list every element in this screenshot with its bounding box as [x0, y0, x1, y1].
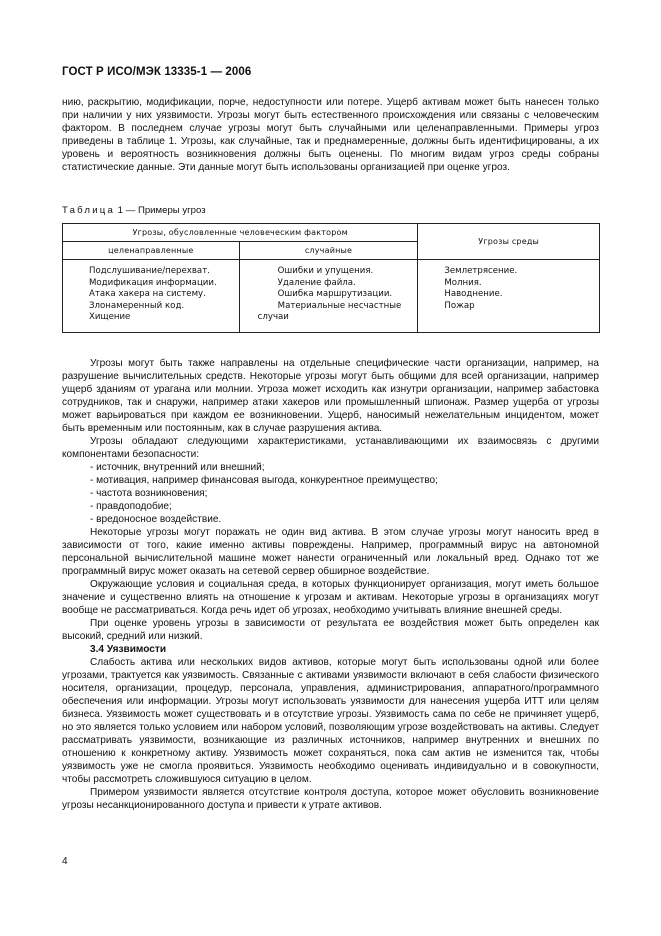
list-item: - правдоподобие; — [90, 501, 172, 512]
threats-table — [62, 223, 600, 333]
table-item: Хищение — [89, 312, 131, 323]
paragraph: При оценке уровень угрозы в зависимости от результата ее воздействия может быть определен как высокий, средний или низкий. — [62, 618, 599, 642]
header-human-factor: Угрозы, обусловленные человеческим фактором — [63, 224, 418, 242]
paragraph: нию, раскрытию, модификации, порче, недоступности или потере. Ущерб активам может быть нанесен только при наличии у них уязвимости. Угрозы могут быть естественного происхождения или связаны с человеческим фактором. В последнем случае угрозы могут быть случайными или целенаправленными. Примеры угроз приведены в таблице 1. Угрозы, как случайные, так и преднамеренные, должны быть идентифицированы, а их уровень и вероятность возникновения должны быть оценены. По многим видам угроз среды собраны статистические данные. Эти данные могут быть использованы организацией при оценке угроз. — [62, 97, 599, 173]
table-item: Землетрясение. — [444, 266, 518, 276]
accidental-threats-cell — [239, 260, 418, 333]
paragraph: Угрозы обладают следующими характеристиками, устанавливающими их взаимосвязь с другими компонентами безопасности: — [62, 436, 599, 460]
page-number: 4 — [62, 856, 68, 867]
table-caption-prefix: Таблица — [62, 205, 116, 216]
list-item: - вредоносное воздействие. — [90, 514, 222, 525]
table-caption — [62, 205, 206, 216]
list-item: - частота возникновения; — [90, 488, 208, 499]
table-caption-title: 1 — Примеры угроз — [115, 205, 206, 216]
table-item: случаи — [257, 312, 289, 323]
paragraph: Угрозы могут быть также направлены на отдельные специфические части организации, например, на разрушение вычислительных средств. Некоторые угрозы могут быть общими для всей организации, например ущерб зданиям от урагана или молнии. Угроза может исходить как изнутри организации, например забастовка сотрудников, так и снаружи, например атаки хакеров или промышленный шпионаж. Размер ущерба от угрозы может варьироваться при каждом ее возникновении. Ущерб, наносимый нежелательным инцидентом, может быть временным или постоянным, как в случае разрушения актива. — [62, 358, 599, 434]
table-item: Ошибка маршрутизации. — [277, 289, 393, 300]
list-item: - мотивация, например финансовая выгода, конкурентное преимущество; — [90, 475, 438, 486]
main-text-block — [62, 357, 599, 812]
table-item: Удаление файла. — [277, 277, 356, 288]
list-item: - источник, внутренний или внешний; — [90, 462, 265, 473]
table-item: Молния. — [444, 277, 482, 288]
targeted-threats-cell — [63, 260, 240, 333]
header-accidental: случайные — [239, 242, 418, 260]
section-heading: 3.4 Уязвимости — [90, 644, 167, 655]
paragraph: Примером уязвимости является отсутствие контроля доступа, которое может обусловить возникновение угрозы несанкционированного доступа и привести к утрате активов. — [62, 787, 599, 811]
header-targeted: целенаправленные — [63, 242, 240, 260]
intro-text-block — [62, 96, 599, 174]
paragraph: Окружающие условия и социальная среда, в которых функционирует организация, могут иметь большое значение и существенно влиять на отношение к угрозам и активам. Некоторые угрозы в организациях могут вообще не рассматриваться. Когда речь идет об угрозах, необходимо учитывать влияние внешней среды. — [62, 579, 599, 616]
table-item: Материальные несчастные — [277, 300, 402, 311]
header-environmental: Угрозы среды — [418, 224, 600, 260]
table-item: Пожар — [444, 300, 475, 311]
table-item: Ошибки и упущения. — [277, 266, 374, 276]
table-item: Модификация информации. — [89, 277, 217, 288]
table-item: Наводнение. — [444, 289, 503, 300]
document-header: ГОСТ Р ИСО/МЭК 13335-1 — 2006 — [62, 66, 252, 78]
table-item: Подслушивание/перехват. — [89, 266, 210, 276]
environmental-threats-cell — [418, 260, 600, 333]
paragraph: Некоторые угрозы могут поражать не один вид актива. В этом случае угрозы могут наносить вред в зависимости от того, какие именно активы повреждены. Например, программный вирус на автономной персональной вычислительной машине может нанести ограниченный или локальный вред. Однако тот же программный вирус может оказать на сетевой сервер обширное воздействие. — [62, 527, 599, 577]
table-item: Атака хакера на систему. — [89, 289, 206, 300]
table-item: Злонамеренный код. — [89, 300, 185, 311]
paragraph: Слабость актива или нескольких видов активов, которые могут быть использованы одной или более угрозами, трактуется как уязвимость. Связанные с активами уязвимости включают в себя слабости физического носителя, организации, процедур, персонала, управления, администрирования, аппаратного/программного обеспечения или информации. Угрозы могут использовать уязвимости для нанесения ущерба ИТТ или целям бизнеса. Уязвимость может существовать и в отсутствие угрозы. Уязвимость сама по себе не причиняет ущерб, но это является только условием или набором условий, позволяющим угрозе воздействовать на активы. Следует рассматривать уязвимости, возникающие из различных источников, например внутренних и внешних по отношению к конкретному активу. Уязвимость может сохраняться, пока сам актив не изменится так, чтобы уязвимость уже не смогла проявиться. Уязвимость необходимо оценивать индивидуально и в совокупности, чтобы рассмотреть сложившуюся ситуацию в целом. — [62, 657, 599, 785]
